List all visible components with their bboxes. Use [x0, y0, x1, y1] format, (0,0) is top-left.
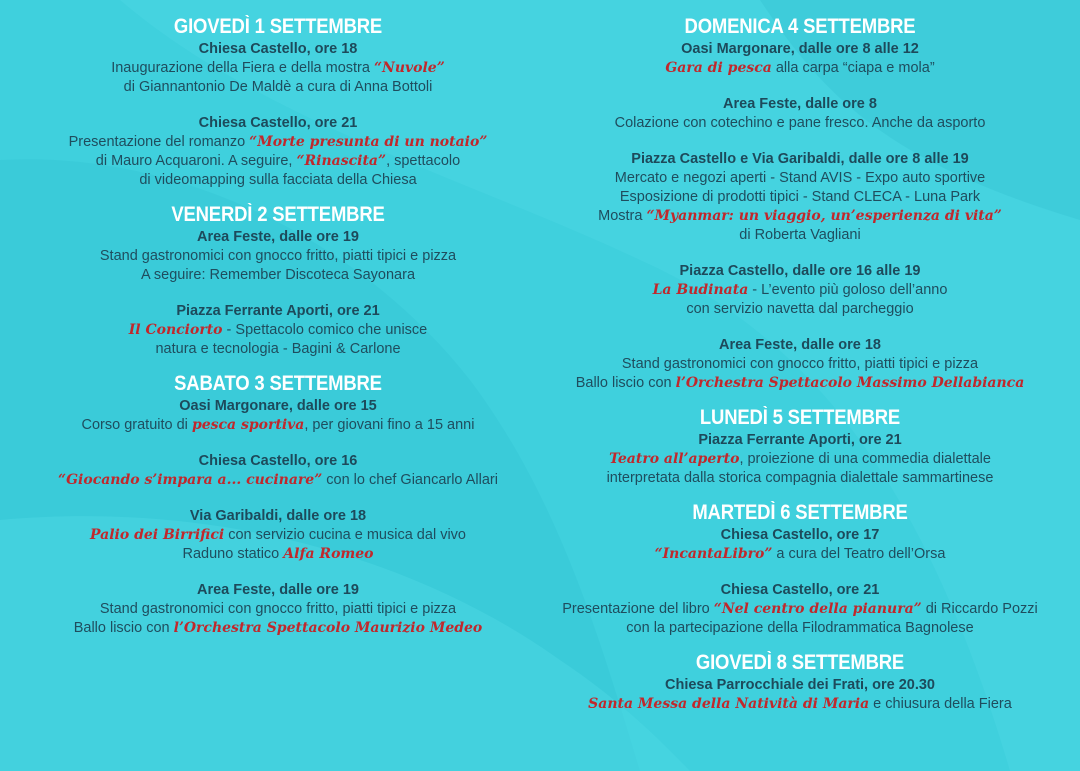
event-venue-time: Piazza Castello e Via Garibaldi, dalle ore 8 alle 19 — [631, 151, 969, 167]
day-block — [18, 202, 538, 359]
event-description-line — [18, 526, 538, 545]
event-venue-time: Chiesa Castello, ore 21 — [198, 115, 358, 131]
event-text: di Riccardo Pozzi — [921, 601, 1038, 617]
event-item — [18, 40, 538, 97]
event-description-line — [540, 374, 1060, 393]
event-text: Mostra — [598, 208, 647, 224]
event-text: Raduno statico — [182, 546, 284, 562]
event-highlight-title: La Budinata — [652, 282, 749, 298]
event-item — [18, 581, 538, 638]
event-text: Stand gastronomici con gnocco fritto, piatti tipici e pizza — [99, 601, 457, 617]
day-title: LUNEDÌ 5 SETTEMBRE — [699, 406, 901, 429]
event-venue-time: Chiesa Castello, ore 17 — [720, 527, 880, 543]
event-text: di Mauro Acquaroni. A seguire, — [95, 153, 297, 169]
event-description-line — [540, 300, 1060, 319]
event-text: A seguire: Remember Discoteca Sayonara — [140, 267, 416, 283]
event-highlight-title: “Nel centro della pianura” — [713, 601, 922, 617]
event-highlight-title: Alfa Romeo — [283, 546, 374, 562]
event-text: con servizio cucina e musica dal vivo — [224, 527, 466, 543]
event-text: con lo chef Giancarlo Allari — [322, 472, 498, 488]
day-title: GIOVEDÌ 1 SETTEMBRE — [173, 15, 383, 38]
event-venue-time: Via Garibaldi, dalle ore 18 — [189, 508, 367, 524]
event-description-line — [540, 600, 1060, 619]
event-text: Colazione con cotechino e pane fresco. Anche da asporto — [614, 115, 986, 131]
event-description-line — [18, 471, 538, 490]
event-venue-time: Chiesa Parrocchiale dei Frati, ore 20.30 — [665, 677, 935, 693]
event-highlight-title: “Giocando s’impara a... cucinare” — [58, 472, 323, 488]
event-text: Inaugurazione della Fiera e della mostra — [111, 60, 374, 76]
event-description-line — [18, 600, 538, 619]
event-venue-time: Piazza Castello, dalle ore 16 alle 19 — [679, 263, 921, 279]
event-description-line — [540, 226, 1060, 245]
event-highlight-title: Teatro all’aperto — [609, 451, 740, 467]
event-venue-time: Chiesa Castello, ore 21 — [720, 582, 880, 598]
event-description-line — [18, 340, 538, 359]
event-item — [540, 581, 1060, 638]
event-venue-time: Piazza Ferrante Aporti, ore 21 — [176, 303, 380, 319]
event-item — [18, 228, 538, 285]
event-highlight-title: l’Orchestra Spettacolo Massimo Dellabianca — [675, 375, 1025, 391]
event-text: , proiezione di una commedia dialettale — [739, 451, 991, 467]
event-text: di videomapping sulla facciata della Chiesa — [139, 172, 417, 188]
event-text: Corso gratuito di — [81, 417, 192, 433]
event-description-line — [540, 695, 1060, 714]
program-right-column — [540, 14, 1060, 726]
event-highlight-title: Il Conciorto — [128, 322, 223, 338]
event-highlight-title: l’Orchestra Spettacolo Maurizio Medeo — [173, 620, 483, 636]
event-highlight-title: “Rinascita” — [296, 153, 387, 169]
event-text: , spettacolo — [386, 153, 461, 169]
event-highlight-title: pesca sportiva — [191, 417, 305, 433]
day-block — [540, 14, 1060, 393]
event-text: - Spettacolo comico che unisce — [222, 322, 428, 338]
event-description-line — [18, 321, 538, 340]
event-text: Stand gastronomici con gnocco fritto, piatti tipici e pizza — [621, 356, 979, 372]
event-description-line — [18, 171, 538, 190]
event-highlight-title: “Myanmar: un viaggio, un’esperienza di vita” — [646, 208, 1002, 224]
event-description-line — [18, 152, 538, 171]
event-description-line — [540, 545, 1060, 564]
event-text: alla carpa “ciapa e mola” — [771, 60, 935, 76]
event-text: di Giannantonio De Maldè a cura di Anna Bottoli — [123, 79, 433, 95]
event-description-line — [540, 188, 1060, 207]
event-description-line — [540, 450, 1060, 469]
event-venue-time: Area Feste, dalle ore 18 — [719, 337, 881, 353]
event-venue-time: Chiesa Castello, ore 18 — [198, 41, 358, 57]
event-description-line — [18, 59, 538, 78]
day-block — [540, 650, 1060, 714]
event-item — [18, 452, 538, 490]
event-highlight-title: “Morte presunta di un notaio” — [249, 134, 488, 150]
event-description-line — [540, 114, 1060, 133]
event-description-line — [18, 133, 538, 152]
event-description-line — [18, 266, 538, 285]
event-description-line — [540, 281, 1060, 300]
event-text: natura e tecnologia - Bagini & Carlone — [155, 341, 401, 357]
event-text: Presentazione del romanzo — [68, 134, 250, 150]
event-venue-time: Area Feste, dalle ore 19 — [197, 229, 359, 245]
event-text: - L’evento più goloso dell’anno — [748, 282, 948, 298]
event-item — [18, 397, 538, 435]
event-venue-time: Oasi Margonare, dalle ore 15 — [179, 398, 377, 414]
event-text: Stand gastronomici con gnocco fritto, piatti tipici e pizza — [99, 248, 457, 264]
event-venue-time: Area Feste, dalle ore 8 — [723, 96, 877, 112]
event-highlight-title: “Nuvole” — [373, 60, 445, 76]
program-left-column — [18, 14, 538, 650]
event-description-line — [540, 59, 1060, 78]
day-block — [540, 405, 1060, 488]
event-venue-time: Oasi Margonare, dalle ore 8 alle 12 — [681, 41, 919, 57]
event-item — [540, 40, 1060, 78]
day-block — [540, 500, 1060, 638]
day-title: SABATO 3 SETTEMBRE — [174, 372, 382, 395]
event-text: Ballo liscio con — [575, 375, 676, 391]
event-text: a cura del Teatro dell’Orsa — [772, 546, 946, 562]
event-description-line — [18, 545, 538, 564]
event-item — [540, 336, 1060, 393]
event-item — [540, 676, 1060, 714]
event-text: Ballo liscio con — [73, 620, 174, 636]
event-item — [18, 302, 538, 359]
day-title: VENERDÌ 2 SETTEMBRE — [171, 203, 385, 226]
event-text: , per giovani fino a 15 anni — [304, 417, 475, 433]
event-item — [540, 150, 1060, 245]
day-title: DOMENICA 4 SETTEMBRE — [684, 15, 916, 38]
event-description-line — [18, 247, 538, 266]
event-item — [18, 114, 538, 190]
event-description-line — [540, 169, 1060, 188]
event-description-line — [540, 355, 1060, 374]
event-venue-time: Area Feste, dalle ore 19 — [197, 582, 359, 598]
day-title: MARTEDÌ 6 SETTEMBRE — [692, 501, 908, 524]
event-description-line — [18, 416, 538, 435]
event-description-line — [18, 78, 538, 97]
event-venue-time: Piazza Ferrante Aporti, ore 21 — [698, 432, 902, 448]
event-description-line — [540, 207, 1060, 226]
event-venue-time: Chiesa Castello, ore 16 — [198, 453, 358, 469]
event-text: e chiusura della Fiera — [869, 696, 1012, 712]
event-item — [540, 431, 1060, 488]
event-text: Presentazione del libro — [562, 601, 714, 617]
day-block — [18, 371, 538, 638]
event-text: Mercato e negozi aperti - Stand AVIS - Expo auto sportive — [614, 170, 986, 186]
day-block — [18, 14, 538, 190]
event-highlight-title: “IncantaLibro” — [654, 546, 773, 562]
event-highlight-title: Palio dei Birrifici — [90, 527, 225, 543]
event-description-line — [540, 619, 1060, 638]
event-item — [540, 262, 1060, 319]
event-text: di Roberta Vagliani — [739, 227, 861, 243]
event-text: con servizio navetta dal parcheggio — [686, 301, 914, 317]
event-highlight-title: Santa Messa della Natività di Maria — [588, 696, 870, 712]
event-text: Esposizione di prodotti tipici - Stand CLECA - Luna Park — [619, 189, 981, 205]
event-item — [540, 526, 1060, 564]
event-text: con la partecipazione della Filodrammatica Bagnolese — [626, 620, 974, 636]
event-item — [18, 507, 538, 564]
event-item — [540, 95, 1060, 133]
day-title: GIOVEDÌ 8 SETTEMBRE — [695, 651, 905, 674]
event-highlight-title: Gara di pesca — [665, 60, 772, 76]
event-description-line — [540, 469, 1060, 488]
event-description-line — [18, 619, 538, 638]
event-text: interpretata dalla storica compagnia dialettale sammartinese — [606, 470, 994, 486]
